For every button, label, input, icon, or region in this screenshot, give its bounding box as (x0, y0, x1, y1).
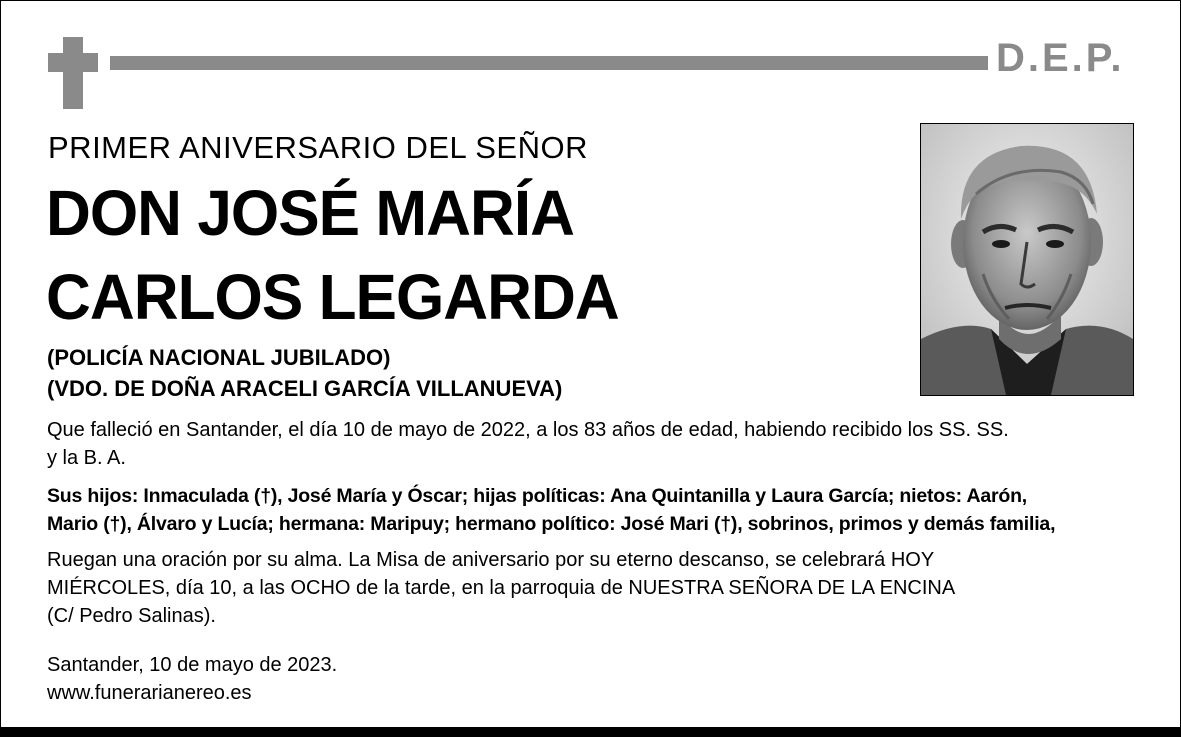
dep-heading: D.E.P. (996, 36, 1125, 80)
cross-icon-bar (48, 53, 98, 72)
deceased-spouse: (VDO. DE DOÑA ARACELI GARCÍA VILLANUEVA) (47, 376, 563, 401)
header-rule (110, 56, 988, 70)
portrait-image (921, 124, 1133, 395)
website-link[interactable]: www.funerarianereo.es (47, 682, 252, 704)
mass-line3: (C/ Pedro Salinas). (47, 605, 216, 627)
death-info-line1: Que falleció en Santander, el día 10 de mayo de 2022, a los 83 años de edad, habiendo recibido los SS. SS. (47, 419, 1009, 441)
deceased-photo (920, 123, 1134, 396)
footer-rule (0, 727, 1181, 737)
death-info-line2: y la B. A. (47, 447, 126, 469)
mass-info (47, 546, 1137, 630)
deceased-profession: (POLICÍA NACIONAL JUBILADO) (47, 345, 391, 370)
cross-icon (63, 37, 83, 109)
place-date: Santander, 10 de mayo de 2023. (47, 654, 338, 676)
deceased-name-line1: DON JOSÉ MARÍA (46, 177, 574, 249)
family-line2: Mario (†), Álvaro y Lucía; hermana: Maripuy; hermano político: José Mari (†), sobrinos, primos y demás familia, (47, 513, 1056, 535)
deceased-name-line2: CARLOS LEGARDA (46, 261, 619, 333)
anniversary-subtitle: PRIMER ANIVERSARIO DEL SEÑOR (48, 130, 588, 165)
mass-line2: MIÉRCOLES, día 10, a las OCHO de la tarde, en la parroquia de NUESTRA SEÑORA DE LA ENCINA (47, 577, 956, 599)
family-list (47, 482, 1137, 538)
mass-line1: Ruegan una oración por su alma. La Misa de aniversario por su eterno descanso, se celebrará HOY (47, 549, 935, 571)
death-info (47, 416, 1137, 472)
family-line1: Sus hijos: Inmaculada (†), José María y Óscar; hijas políticas: Ana Quintanilla y Laura García; nietos: Aarón, (47, 485, 1028, 507)
